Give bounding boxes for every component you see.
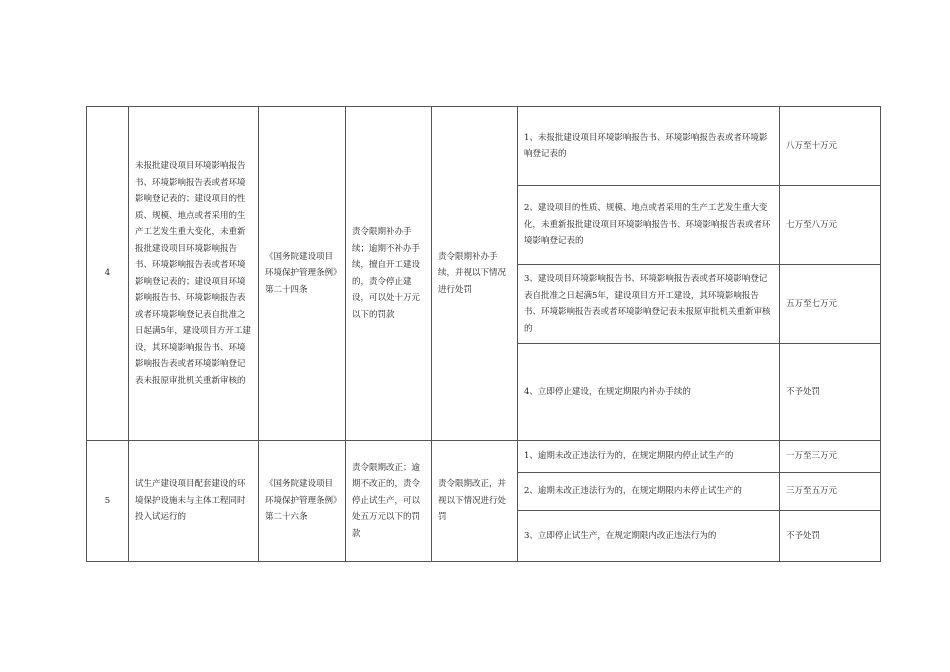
- fine-amount: 五万至七万元: [780, 265, 881, 344]
- circumstance-item: 1、未报批建设项目环境影响报告书、环境影响报告表或者环境影响登记表的: [518, 107, 780, 186]
- legal-basis: 《国务院建设项目环境保护管理条例》第二十六条: [259, 441, 346, 562]
- row-number: 4: [87, 107, 129, 441]
- violation-situation: 试生产建设项目配套建设的环境保护设施未与主体工程同时投入试运行的: [129, 441, 259, 562]
- penalty-table: [86, 106, 881, 562]
- fine-amount: 一万至三万元: [780, 441, 881, 473]
- circumstance-item: 4、立即停止建设，在规定期限内补办手续的: [518, 344, 780, 441]
- table-row: [87, 441, 881, 473]
- legal-basis: 《国务院建设项目环境保护管理条例》第二十四条: [259, 107, 346, 441]
- circumstance-item: 3、建设项目环境影响报告书、环境影响报告表或者环境影响登记表自批准之日起满5年，建设项目方开工建设，其环境影响报告书、环境影响报告表或者环境影响登记表未报原审批机关重新审核的: [518, 265, 780, 344]
- penalty-provision: 责令限期补办手续；逾期不补办手续，擅自开工建设的，责令停止建设，可以处十万元以下的罚款: [346, 107, 432, 441]
- fine-amount: 八万至十万元: [780, 107, 881, 186]
- circumstance-item: 2、建设项目的性质、规模、地点或者采用的生产工艺发生重大变化，未重新报批建设项目环境影响报告书、环境影响报告表或者环境影响登记表的: [518, 186, 780, 265]
- circumstance-item: 3、立即停止试生产，在规定期限内改正违法行为的: [518, 511, 780, 562]
- violation-situation: 未报批建设项目环境影响报告书、环境影响报告表或者环境影响登记表的；建设项目的性质、规模、地点或者采用的生产工艺发生重大变化，未重新报批建设项目环境影响报告书、环境影响报告表或者环境影响登记表的；建设项目环境影响报告书、环境影响报告表或者环境影响登记表自批准之日起满5年，建设项目方开工建设，其环境影响报告书、环境影响报告表或者环境影响登记表未报原审批机关重新审核的: [129, 107, 259, 441]
- circumstance-item: 1、逾期未改正违法行为的，在规定期限内停止试生产的: [518, 441, 780, 473]
- fine-amount: 不予处罚: [780, 344, 881, 441]
- fine-amount: 七万至八万元: [780, 186, 881, 265]
- circumstance-item: 2、逾期未改正违法行为的，在规定期限内未停止试生产的: [518, 473, 780, 511]
- row-number: 5: [87, 441, 129, 562]
- fine-amount: 三万至五万元: [780, 473, 881, 511]
- penalty-provision: 责令限期改正；逾期不改正的，责令停止试生产，可以处五万元以下的罚款: [346, 441, 432, 562]
- fine-amount: 不予处罚: [780, 511, 881, 562]
- penalty-measure: 责令限期改正，并视以下情况进行处罚: [432, 441, 518, 562]
- penalty-measure: 责令限期补办手续，并视以下情况进行处罚: [432, 107, 518, 441]
- table-row: [87, 107, 881, 186]
